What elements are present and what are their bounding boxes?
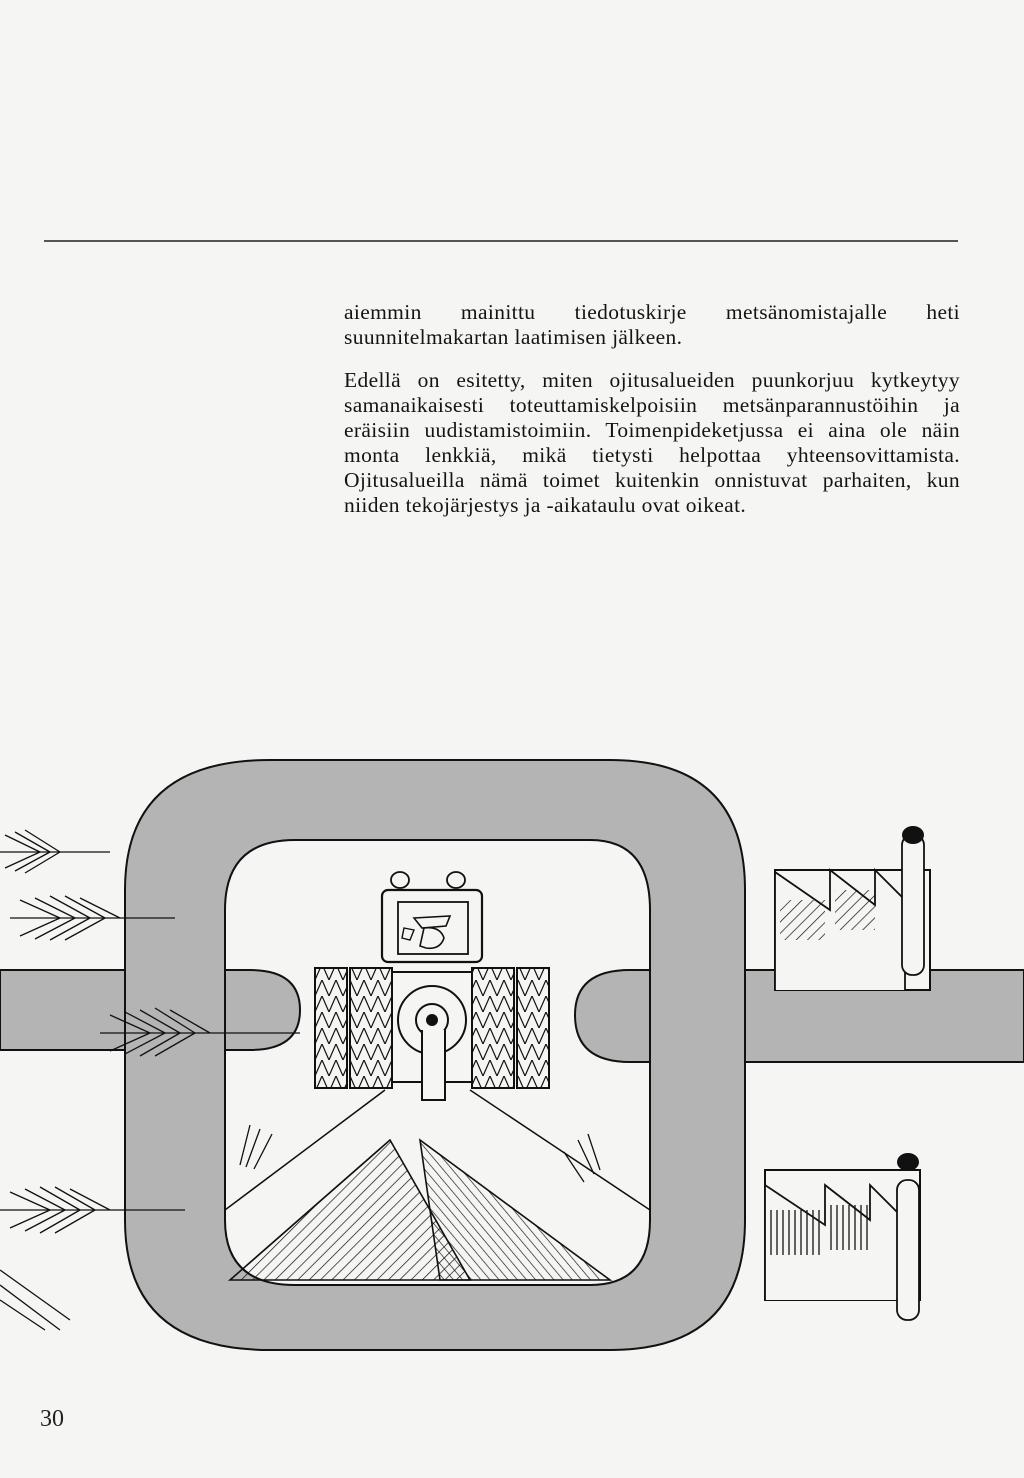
paragraph-1: aiemmin mainittu tiedotuskirje metsänomistajalle heti suunnitelmakartan laatimisen jälkeen. bbox=[344, 300, 960, 349]
body-text-column bbox=[344, 300, 960, 536]
tractor-drawing bbox=[315, 872, 549, 1100]
factory-top-right bbox=[775, 826, 930, 990]
field-hatching bbox=[225, 1090, 650, 1280]
page-number: 30 bbox=[40, 1406, 64, 1432]
top-rule bbox=[44, 240, 958, 242]
chain-illustration bbox=[0, 740, 1024, 1390]
factory-bottom-right bbox=[765, 1153, 920, 1320]
paragraph-2: Edellä on esitetty, miten ojitusalueiden puunkorjuu kytkeytyy samanaikaisesti toteuttamiskelpoisiin metsänparannustöihin ja eräisiin uudistamistoimiin. Toimenpideketjussa ei aina ole näin monta lenkkiä, mikä tietysti helpottaa yhteensovittamista. Ojitusalueilla nämä toimet kuitenkin onnistuvat parhaiten, kun niiden tekojärjestys ja -aikataulu ovat oikeat. bbox=[344, 368, 960, 517]
